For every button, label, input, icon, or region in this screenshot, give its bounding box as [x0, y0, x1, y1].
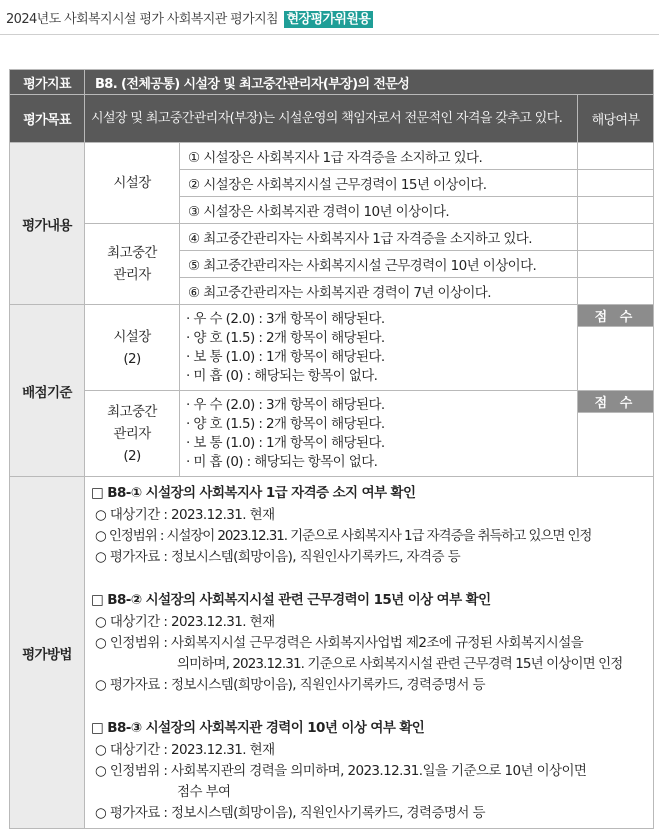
indicator-value: B8. (전체공통) 시설장 및 최고중간관리자(부장)의 전문성	[85, 70, 654, 95]
criterion-poor: · 미 흡 (0) : 해당되는 항목이 없다.	[186, 453, 378, 470]
scoring-criteria-director	[180, 305, 578, 391]
method-line: 의미하며, 2023.12.31. 기준으로 사회복지시설 관련 근무경력 15년 이상이면 인정	[177, 656, 623, 672]
indicator-label: 평가지표	[10, 70, 85, 95]
applicable-cell-1	[578, 143, 654, 170]
scoring-row-1	[10, 305, 654, 327]
content-item-1: ① 시설장은 사회복지사 1급 자격증을 소지하고 있다.	[180, 143, 578, 170]
criterion-fair: · 보 통 (1.0) : 1개 항목이 해당된다.	[186, 434, 385, 451]
method-label: 평가방법	[10, 477, 85, 829]
header-divider	[0, 34, 659, 35]
scoring-group-director-line1: 시설장	[113, 328, 151, 345]
score-input-director[interactable]	[578, 327, 654, 391]
goal-label: 평가목표	[10, 95, 85, 143]
content-group-manager	[85, 224, 180, 305]
method-line: ○ 대상기간 : 2023.12.31. 현재	[95, 614, 275, 630]
method-content	[85, 477, 654, 829]
criterion-good: · 양 호 (1.5) : 2개 항목이 해당된다.	[186, 415, 385, 432]
audience-badge: 현장평가위원용	[284, 11, 374, 28]
content-row	[10, 143, 654, 170]
document-title: 2024년도 사회복지시설 평가 사회복지관 평가지침	[6, 12, 279, 27]
method-line: ○ 평가자료 : 정보시스템(희망이음), 직원인사기록카드, 경력증명서 등	[95, 805, 485, 821]
scoring-group-manager-line1: 최고중간	[107, 403, 157, 420]
goal-row	[10, 95, 654, 143]
content-group-manager-line1: 최고중간	[107, 245, 157, 261]
method-line: ○ 평가자료 : 정보시스템(희망이음), 직원인사기록카드, 경력증명서 등	[95, 677, 485, 693]
criterion-fair: · 보 통 (1.0) : 1개 항목이 해당된다.	[186, 348, 385, 365]
scoring-group-director-line2: (2)	[123, 350, 141, 367]
content-label: 평가내용	[10, 143, 85, 305]
method-line: ○ 인정범위 : 시설장이 2023.12.31. 기준으로 사회복지사 1급 자격증을 취득하고 있으면 인정	[95, 528, 592, 544]
content-item-6: ⑥ 최고중간관리자는 사회복지관 경력이 7년 이상이다.	[180, 278, 578, 305]
method-heading-3: □ B8-③ 시설장의 사회복지관 경력이 10년 이상 여부 확인	[91, 720, 425, 736]
content-group-director: 시설장	[85, 143, 180, 224]
applicable-cell-4	[578, 224, 654, 251]
criterion-excellent: · 우 수 (2.0) : 3개 항목이 해당된다.	[186, 310, 385, 327]
document-header	[6, 8, 373, 27]
content-item-2: ② 시설장은 사회복지시설 근무경력이 15년 이상이다.	[180, 170, 578, 197]
method-heading-2: □ B8-② 시설장의 사회복지시설 관련 근무경력이 15년 이상 여부 확인	[91, 592, 491, 608]
score-input-manager[interactable]	[578, 413, 654, 477]
applicable-cell-6	[578, 278, 654, 305]
content-group-manager-line2: 관리자	[113, 267, 151, 283]
method-line: ○ 대상기간 : 2023.12.31. 현재	[95, 742, 275, 758]
method-line: ○ 대상기간 : 2023.12.31. 현재	[95, 507, 275, 523]
content-item-4: ④ 최고중간관리자는 사회복지사 1급 자격증을 소지하고 있다.	[180, 224, 578, 251]
method-row	[10, 477, 654, 829]
scoring-group-manager-line3: (2)	[123, 447, 141, 464]
criterion-poor: · 미 흡 (0) : 해당되는 항목이 없다.	[186, 367, 378, 384]
score-header-manager: 점 수	[578, 391, 654, 413]
method-line: ○ 인정범위 : 사회복지시설 근무경력은 사회복지사업법 제2조에 규정된 사회복지시설을	[95, 635, 584, 651]
scoring-group-director	[85, 305, 180, 391]
scoring-label: 배점기준	[10, 305, 85, 477]
scoring-group-manager	[85, 391, 180, 477]
goal-value: 시설장 및 최고중간관리자(부장)는 시설운영의 책임자로서 전문적인 자격을 갖추고 있다.	[85, 95, 578, 143]
method-line: 점수 부여	[177, 784, 231, 800]
method-line: ○ 인정범위 : 사회복지관의 경력을 의미하며, 2023.12.31.일을 기준으로 10년 이상이면	[95, 763, 587, 779]
content-item-5: ⑤ 최고중간관리자는 사회복지시설 근무경력이 10년 이상이다.	[180, 251, 578, 278]
applicable-cell-5	[578, 251, 654, 278]
applicable-label: 해당여부	[578, 95, 654, 143]
applicable-cell-2	[578, 170, 654, 197]
method-line: ○ 평가자료 : 정보시스템(희망이음), 직원인사기록카드, 자격증 등	[95, 549, 461, 565]
evaluation-table	[9, 69, 654, 829]
method-heading-1: □ B8-① 시설장의 사회복지사 1급 자격증 소지 여부 확인	[91, 485, 416, 501]
applicable-cell-3	[578, 197, 654, 224]
scoring-group-manager-line2: 관리자	[113, 425, 151, 442]
content-item-3: ③ 시설장은 사회복지관 경력이 10년 이상이다.	[180, 197, 578, 224]
indicator-row	[10, 70, 654, 95]
scoring-criteria-manager	[180, 391, 578, 477]
criterion-good: · 양 호 (1.5) : 2개 항목이 해당된다.	[186, 329, 385, 346]
score-header-director: 점 수	[578, 305, 654, 327]
criterion-excellent: · 우 수 (2.0) : 3개 항목이 해당된다.	[186, 396, 385, 413]
